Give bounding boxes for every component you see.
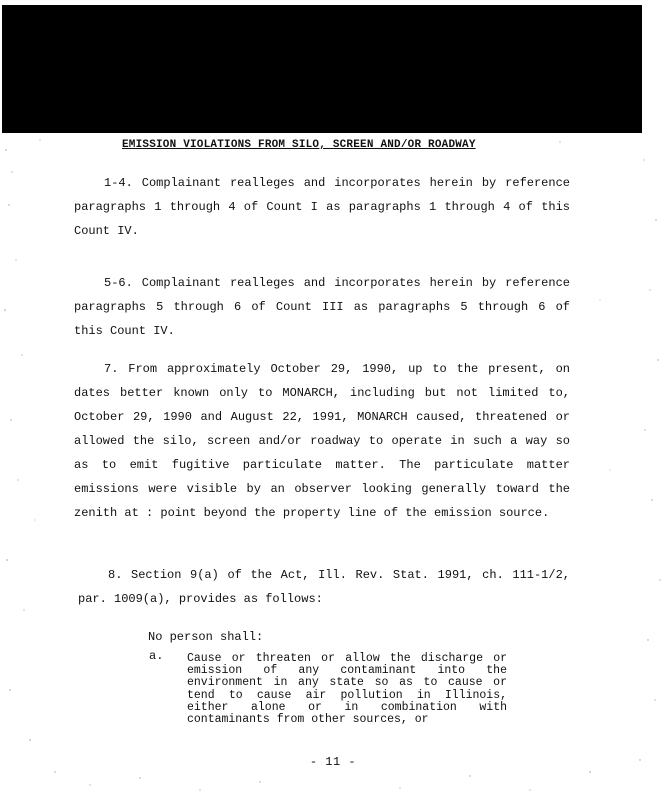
section-heading: EMISSION VIOLATIONS FROM SILO, SCREEN AND/OR ROADWAY (122, 139, 476, 151)
redaction-block (2, 5, 642, 133)
statute-item-label: a. (149, 649, 164, 663)
paragraph-5-6: 5-6. Complainant realleges and incorporates herein by reference paragraphs 5 through 6 of Count III as paragraphs 5 through 6 of this Count IV. (74, 276, 570, 338)
statute-item-text: Cause or threaten or allow the discharge or emission of any contaminant into the environment in any state so as to cause or tend to cause air pollution in Illinois, either alone or in combination with contaminants from other sources, or (187, 652, 507, 727)
paragraph-7: 7. From approximately October 29, 1990, up to the present, on dates better known only to MONARCH, including but not limited to, October 29, 1990 and August 22, 1991, MONARCH caused, threatened or allowed the silo, screen and/or roadway to operate in such a way so as to emit fugitive particulate matter. The particulate matter emissions were visible by an observer looking generally toward the zenith at : point beyond the property line of the emission source. (74, 362, 570, 520)
page-number: - 11 - (309, 755, 357, 769)
paragraph-1-4: 1-4. Complainant realleges and incorporates herein by reference paragraphs 1 through 4 of Count I as paragraphs 1 through 4 of this Count IV. (74, 176, 570, 238)
statute-intro: No person shall: (148, 630, 264, 644)
paragraph-8: 8. Section 9(a) of the Act, Ill. Rev. Stat. 1991, ch. 111-1/2, par. 1009(a), provides as follows: (78, 568, 570, 606)
